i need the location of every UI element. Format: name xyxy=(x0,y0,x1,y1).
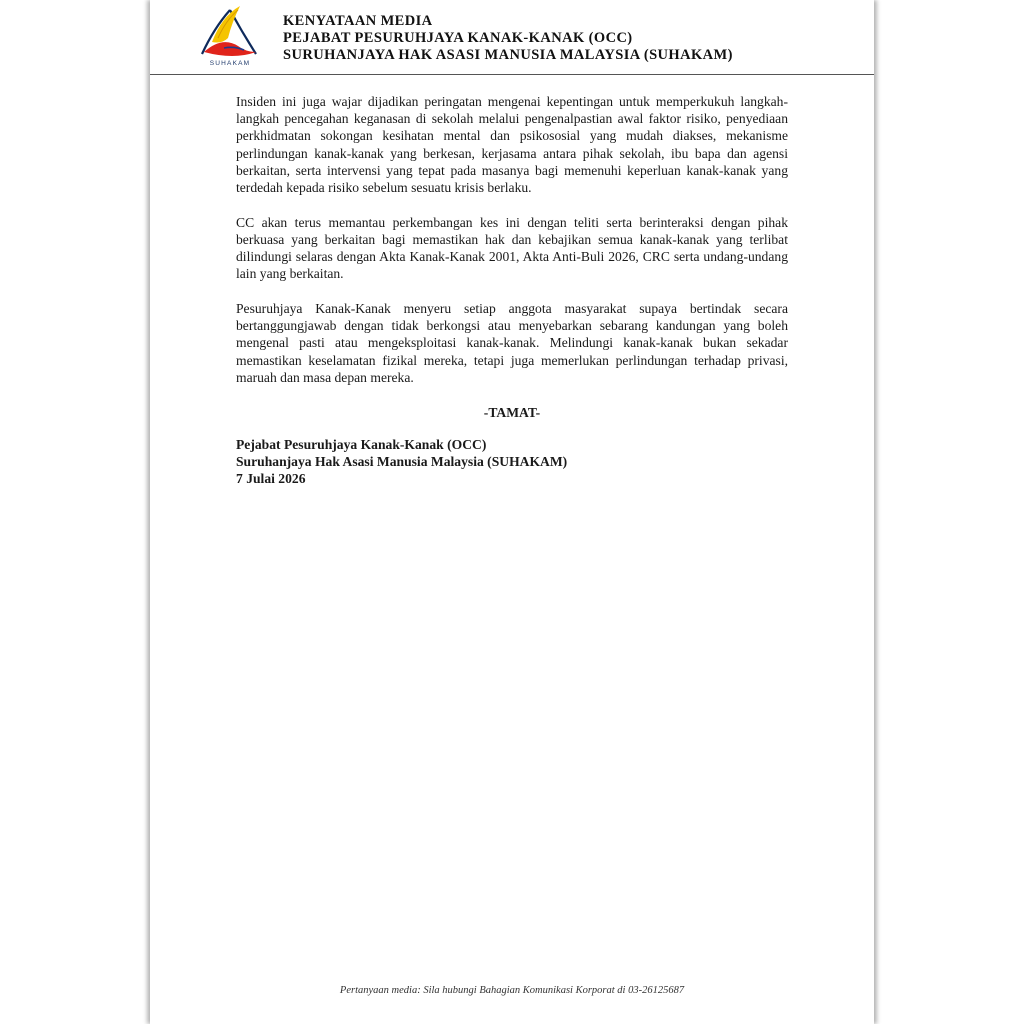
document-page xyxy=(150,0,874,1024)
footer-contact: Pertanyaan media: Sila hubungi Bahagian Komunikasi Korporat di 03-26125687 xyxy=(339,985,685,996)
header-title: KENYATAAN MEDIA xyxy=(283,13,433,29)
suhakam-logo-mark xyxy=(194,2,266,62)
end-marker: -TAMAT- xyxy=(483,404,541,420)
logo-caption: SUHAKAM xyxy=(209,60,251,67)
header xyxy=(283,13,733,64)
document-body xyxy=(236,93,788,487)
header-divider xyxy=(150,74,874,75)
signature-block xyxy=(236,436,788,488)
header-office: PEJABAT PESURUHJAYA KANAK-KANAK (OCC) xyxy=(283,30,633,46)
signature-office: Pejabat Pesuruhjaya Kanak-Kanak (OCC) xyxy=(236,436,487,452)
body-paragraph-3: Pesuruhjaya Kanak-Kanak menyeru setiap anggota masyarakat supaya bertindak secara bertanggungjawab dengan tidak berkongsi atau menyebarkan sebarang kandungan yang boleh mengenal pasti atau mengeksploitasi kanak-kanak. Melindungi kanak-kanak bukan sekadar memastikan keselamatan fizikal mereka, tetapi juga memerlukan perlindungan terhadap privasi, maruah dan masa depan mereka. xyxy=(236,301,788,385)
body-paragraph-1: Insiden ini juga wajar dijadikan peringatan mengenai kepentingan untuk memperkukuh langkah-langkah pencegahan keganasan di sekolah melalui pengenalpastian awal faktor risiko, penyediaan perkhidmatan sokongan kesihatan mental dan psikososial yang mudah diakses, mekanisme perlindungan kanak-kanak yang berkesan, kerjasama antara pihak sekolah, ibu bapa dan agensi berkaitan, serta intervensi yang tepat pada masanya bagi memenuhi keperluan kanak-kanak yang terdedah kepada risiko sebelum sesuatu krisis berlaku. xyxy=(236,94,788,196)
header-commission: SURUHANJAYA HAK ASASI MANUSIA MALAYSIA (SUHAKAM) xyxy=(283,47,733,63)
suhakam-logo xyxy=(194,2,266,72)
signature-date: 7 Julai 2026 xyxy=(236,471,306,487)
body-paragraph-2: CC akan terus memantau perkembangan kes ini dengan teliti serta berinteraksi dengan pihak berkuasa yang berkaitan bagi memastikan hak dan kebajikan semua kanak-kanak yang terlibat dilindungi selaras dengan Akta Kanak-Kanak 2001, Akta Anti-Buli 2026, CRC serta undang-undang lain yang berkaitan. xyxy=(236,214,788,282)
signature-commission: Suruhanjaya Hak Asasi Manusia Malaysia (SUHAKAM) xyxy=(236,453,568,469)
